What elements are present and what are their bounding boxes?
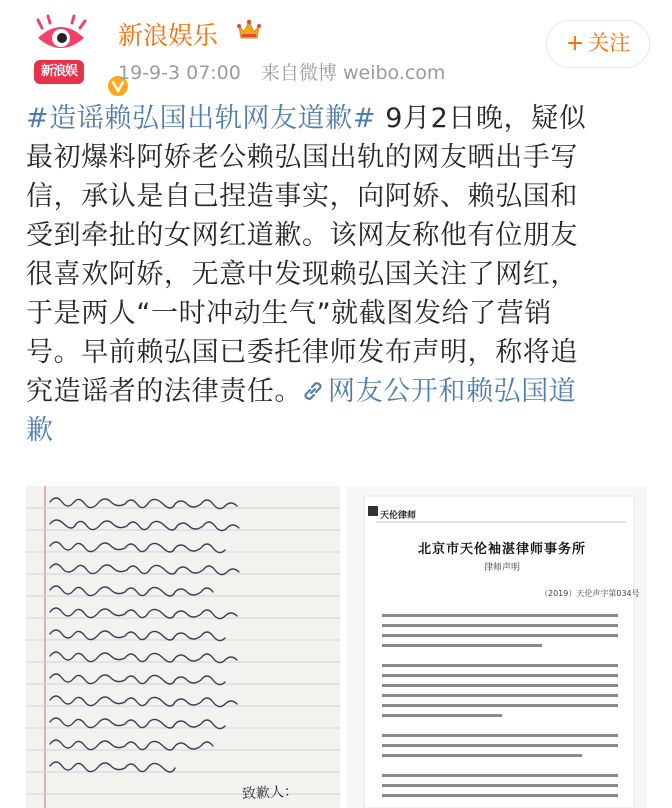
handwritten-letter-image[interactable] (26, 486, 340, 808)
link-text[interactable]: 网友公开和赖弘国道 (328, 376, 577, 407)
post-line: 最初爆料阿娇老公赖弘国出轨的网友晒出手写 (26, 142, 578, 173)
post-line: 信，承认是自己捏造事实，向阿娇、赖弘国和 (26, 181, 578, 212)
avatar-label: 新浪娱 (34, 60, 84, 84)
post-content (26, 99, 652, 450)
post-text: 究造谣者的法律责任。 (26, 376, 302, 407)
follow-button[interactable] (546, 20, 650, 68)
post-line: 号。早前赖弘国已委托律师发布声明，称将追 (26, 337, 578, 368)
post-text: 9月2日晚，疑似 (376, 103, 587, 134)
post-line (26, 411, 652, 450)
post-line (26, 99, 652, 138)
post-line: 于是两人“一时冲动生气”就截图发给了营销 (26, 298, 552, 329)
plus-icon: + (565, 31, 585, 56)
post-line (26, 372, 652, 411)
post-header (0, 0, 672, 100)
post-line: 很喜欢阿娇，无意中发现赖弘国关注了网红， (26, 259, 578, 290)
link-text-continued[interactable]: 歉 (26, 415, 54, 446)
article-link[interactable] (302, 376, 576, 407)
lawyer-statement-image[interactable] (346, 486, 647, 808)
post-line: 受到牵扯的女网红道歉。该网友称他有位朋友 (26, 220, 578, 251)
handwritten-letter-drawing (26, 486, 340, 808)
statement-document-drawing (346, 486, 647, 808)
document-subtitle: 律师声明 (484, 563, 521, 573)
avatar[interactable] (30, 14, 92, 79)
link-icon (302, 380, 324, 402)
crown-icon (236, 18, 262, 42)
document-reference: （2019）天伦声字第034号 (540, 589, 640, 598)
follow-label: 关注 (588, 31, 631, 55)
post-meta (118, 58, 445, 85)
username[interactable]: 新浪娱乐 (118, 21, 219, 50)
post-source: 来自微博 weibo.com (260, 62, 446, 84)
post-time: 19-9-3 07:00 (118, 62, 241, 84)
law-firm-logo: 天伦律师 (380, 511, 417, 521)
document-title: 北京市天伦袖湛律师事务所 (418, 542, 587, 557)
hashtag-link[interactable]: #造谣赖弘国出轨网友道歉# (26, 103, 377, 134)
letter-signature: 致歉人： (241, 783, 299, 803)
